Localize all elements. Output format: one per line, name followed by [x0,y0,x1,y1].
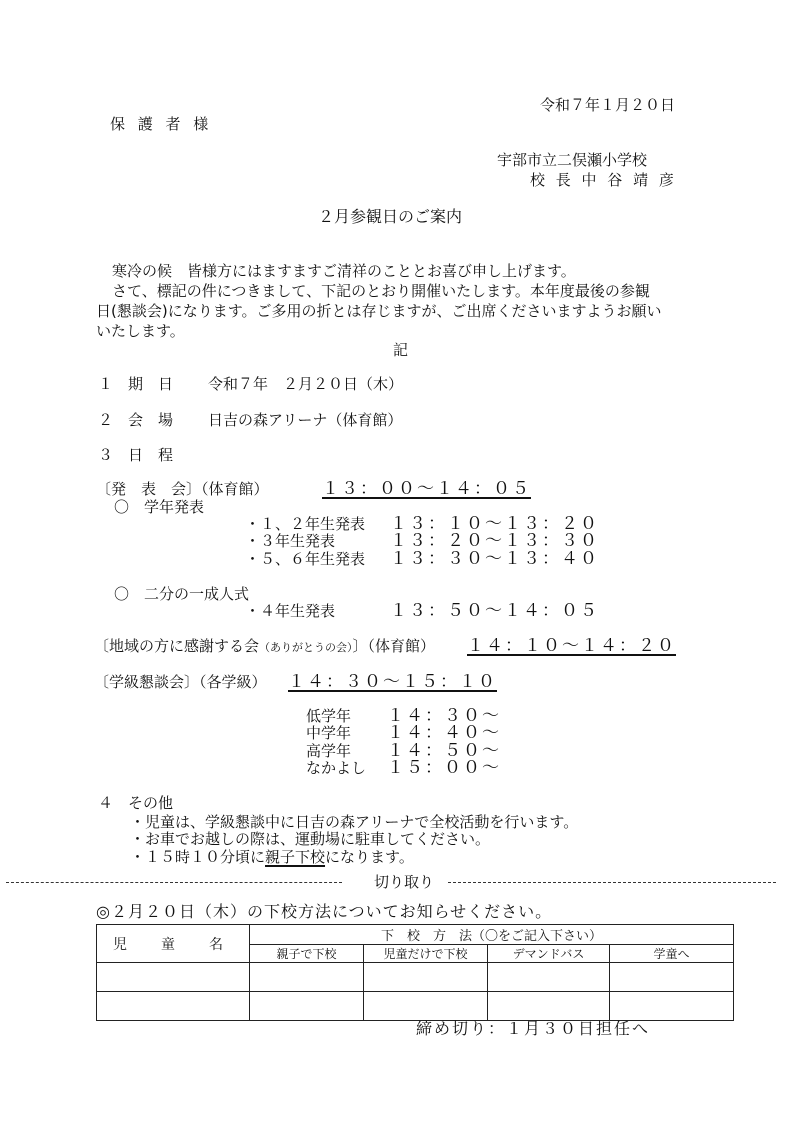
thanks-label-pre: 〔地域の方に感謝する会 [94,637,260,655]
thanks-time: １４：１０～１４：２０ [467,636,676,656]
grade-heading: 〇 学年発表 [114,498,205,516]
class-item-time: １４：３０～ [387,706,501,726]
thanks-label-post: 〕（体育館） [352,637,436,655]
method-header: 下 校 方 法（〇をご記入下さい） [250,925,734,945]
intro-line-2: さて、標記の件につきまして、下記のとおり開催いたします。本年度最後の参観 [112,282,650,300]
note-3-post: になります。 [325,848,414,866]
intro-line-1: 寒冷の候 皆様方にはますますご清祥のこととお喜び申し上げます。 [112,262,576,280]
grade-item-label: ・３年生発表 [245,532,336,550]
note-3-underlined: 親子下校 [265,848,326,866]
presentation-label: 〔発 表 会〕（体育館） [96,480,269,498]
cut-line-right [448,882,776,883]
half-heading: 〇 二分の一成人式 [114,585,250,603]
option-header: 学童へ [610,945,734,963]
class-meeting-time: １４：３０～１５：１０ [288,672,497,692]
cutoff-label: 切り取り [374,873,435,891]
class-item-time: １４：５０～ [387,741,501,761]
option-cell[interactable] [250,992,364,1021]
venue-label: ２ 会 場 [98,411,174,429]
thanks-label-small: （ありがとうの会） [259,641,353,654]
schedule-label: ３ 日 程 [98,446,174,464]
option-cell[interactable] [488,963,610,992]
student-name-cell[interactable] [97,963,250,992]
option-header: 親子で下校 [250,945,364,963]
other-note-1: ・児童は、学級懇談中に日吉の森アリーナで全校活動を行います。 [130,813,579,831]
school-name: 宇部市立二俣瀬小学校 [497,151,648,169]
slip-heading: ◎２月２０日（木）の下校方法についてお知らせください。 [96,902,553,921]
note-3-pre: ・１５時１０分頃に [130,848,266,866]
grade-item-label: ・１、２年生発表 [245,515,366,533]
class-item-time: １４：４０～ [387,723,501,743]
presentation-time: １３：００～１４：０５ [322,479,531,499]
grade-item-time: １３：１０～１３：２０ [390,514,599,534]
date-label: １ 期 日 [98,375,174,393]
other-note-2: ・お車でお越しの際は、運動場に駐車してください。 [130,830,491,848]
cut-line-left [6,882,342,883]
grade-item-label: ・５、６年生発表 [245,550,366,568]
thanks-event-label [94,637,435,656]
class-item-time: １５：００～ [387,758,501,778]
grade-item-time: １３：３０～１３：４０ [390,549,599,569]
student-name-header: 児 童 名 [97,925,250,963]
issue-date: 令和７年１月２０日 [540,96,676,114]
class-item-label: 中学年 [306,724,352,742]
principal-name: 校 長 中 谷 靖 彦 [530,171,677,189]
venue-value: 日吉の森アリーナ（体育館） [208,411,403,429]
deadline-note: 締め切り：１月３０日担任へ [416,1019,651,1038]
ki-mark: 記 [393,341,409,359]
option-header: 児童だけで下校 [364,945,488,963]
class-meeting-label: 〔学級懇談会〕（各学級） [94,673,267,691]
other-note-3 [130,848,414,867]
class-item-label: 低学年 [306,707,352,725]
option-cell[interactable] [250,963,364,992]
class-item-label: 高学年 [306,742,352,760]
option-cell[interactable] [488,992,610,1021]
student-name-cell[interactable] [97,992,250,1021]
half-item-time: １３：５０～１４：０５ [390,601,599,621]
option-cell[interactable] [610,992,734,1021]
class-item-label: なかよし [306,759,367,777]
page-title: ２月参観日のご案内 [318,207,463,226]
return-slip-table [96,924,734,1021]
option-header: デマンドバス [488,945,610,963]
other-label: ４ その他 [98,794,174,812]
intro-line-3: 日(懇談会)になります。ご多用の折とは存じますが、ご出席くださいますようお願い [96,302,662,320]
intro-line-4: いたします。 [96,322,185,340]
addressee: 保 護 者 様 [110,115,213,133]
date-value: 令和７年 ２月２０日（木） [208,375,404,393]
option-cell[interactable] [364,963,488,992]
option-cell[interactable] [610,963,734,992]
grade-item-time: １３：２０～１３：３０ [390,531,599,551]
half-item-label: ・４年生発表 [245,602,336,620]
option-cell[interactable] [364,992,488,1021]
